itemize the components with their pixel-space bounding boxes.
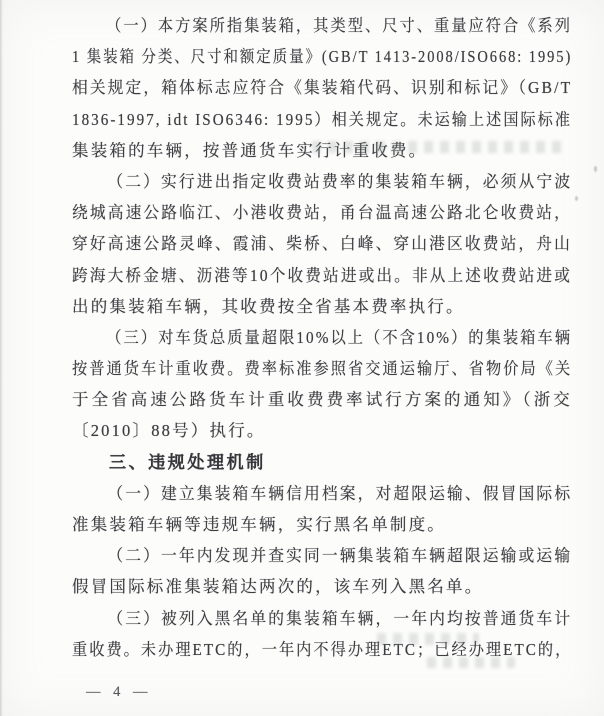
paragraph	[72, 603, 572, 665]
scan-speck	[594, 166, 597, 172]
body-line: （一）本方案所指集装箱，其类型、尺寸、重量应符合《系列	[106, 16, 572, 35]
body-line: （二）实行进出指定收费站费率的集装箱车辆，必须从宁波	[107, 171, 573, 191]
body-line: （三）对车货总质量超限10%以上（不含10%）的集装箱车辆	[106, 327, 573, 347]
section	[72, 447, 572, 478]
body-line: 出的集装箱车辆，其收费按全省基本费率执行。	[72, 296, 465, 316]
body-line: 穿好高速公路灵峰、霞浦、柴桥、白峰、穿山港区收费站，舟山	[72, 234, 572, 254]
body-line: 相关规定，箱体标志应符合《集装箱代码、识别和标记》（GB/T	[72, 78, 573, 98]
paragraph	[72, 478, 572, 540]
paragraph	[72, 540, 572, 602]
section-heading-violation-handling: 三、违规处理机制	[109, 452, 266, 472]
body-line: 假冒国际标准集装箱达两次的，该车列入黑名单。	[72, 577, 484, 597]
body-line: 〔2010〕88号）执行。	[72, 421, 266, 441]
body-line: （二）一年内发现并查实同一辆集装箱车辆超限运输或运输	[107, 546, 573, 566]
bleed-through-artifact	[312, 141, 562, 153]
body-line: 集装箱的车辆，按普通货车实行计重收费。	[72, 140, 428, 160]
body-line: 1836-1997, idt ISO6346: 1995）相关规定。未运输上述国际标准	[72, 109, 572, 129]
body-line: 绕城高速公路临江、小港收费站，甬台温高速公路北仑收费站，	[72, 203, 572, 223]
body-line: 1 集装箱 分类、尺寸和额定质量》(GB/T 1413-2008/ISO668: 1995)	[72, 47, 573, 67]
scan-speck	[575, 196, 578, 201]
scan-edge-shadow	[0, 0, 3, 716]
body-line: 准集装箱车辆等违规车辆，实行黑名单制度。	[72, 515, 446, 534]
paragraph	[72, 322, 572, 447]
body-line: （三）被列入黑名单的集装箱车辆，一年内均按普通货车计	[107, 608, 573, 628]
body-line: 于全省高速公路货车计重收费费率试行方案的通知》（浙交	[72, 390, 572, 410]
paragraph	[72, 166, 572, 322]
body-line: 重收费。未办理ETC的，一年内不得办理ETC；已经办理ETC的，	[72, 639, 573, 659]
page-number: — 4 —	[86, 684, 152, 700]
body-line: 按普通货车计重收费。费率标准参照省交通运输厅、省物价局《关	[72, 359, 573, 379]
bleed-through-artifact	[377, 633, 479, 645]
body-line: （一）建立集装箱车辆信用档案，对超限运输、假冒国际标	[107, 483, 573, 503]
document-body	[72, 10, 572, 665]
body-line: 跨海大桥金塘、沥港等10个收费站进或出。非从上述收费站进或	[72, 265, 572, 285]
bleed-through-artifact	[427, 657, 515, 668]
